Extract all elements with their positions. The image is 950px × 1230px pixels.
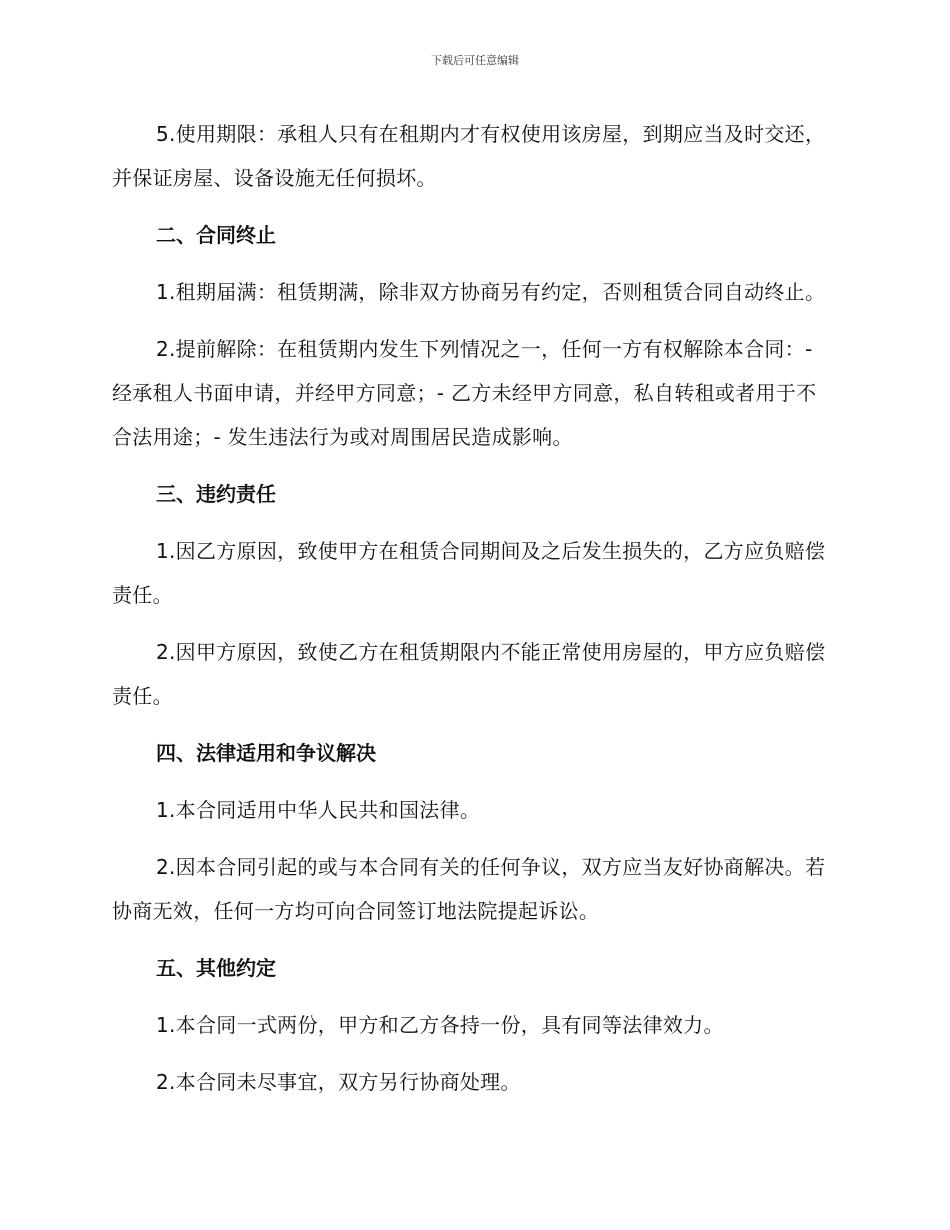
section-heading-liability: 三、违约责任 (156, 482, 276, 506)
paragraph-copies: 1.本合同一式两份，甲方和乙方各持一份，具有同等法律效力。 (156, 1013, 724, 1037)
paragraph-governing-law: 1.本合同适用中华人民共和国法律。 (156, 798, 481, 822)
paragraph-lease-expiry: 1.租期届满：租赁期满，除非双方协商另有约定，否则租赁合同自动终止。 (156, 280, 826, 304)
paragraph-dispute-resolution: 2.因本合同引起的或与本合同有关的任何争议，双方应当友好协商解决。若协商无效，任何一方均可向合同签订地法院提起诉讼。 (112, 855, 826, 923)
section-heading-other: 五、其他约定 (156, 956, 276, 980)
paragraph-early-termination: 2.提前解除：在租赁期内发生下列情况之一，任何一方有权解除本合同：- 经承租人书面申请，并经甲方同意；- 乙方未经甲方同意，私自转租或者用于不合法用途；- 发生违法行为或对周围居民造成影响。 (112, 337, 817, 449)
document-body (112, 112, 828, 1117)
paragraph-unaddressed-matters: 2.本合同未尽事宜，双方另行协商处理。 (156, 1070, 521, 1094)
paragraph-lessee-liability: 1.因乙方原因，致使甲方在租赁合同期间及之后发生损失的，乙方应负赔偿责任。 (112, 539, 826, 607)
paragraph-usage-period: 5.使用期限：承租人只有在租期内才有权使用该房屋，到期应当及时交还，并保证房屋、设备设施无任何损坏。 (112, 122, 826, 190)
page-header: 下载后可任意编辑 (431, 54, 519, 67)
section-heading-law-disputes: 四、法律适用和争议解决 (156, 741, 376, 765)
section-heading-termination: 二、合同终止 (156, 223, 276, 247)
paragraph-lessor-liability: 2.因甲方原因，致使乙方在租赁期限内不能正常使用房屋的，甲方应负赔偿责任。 (112, 640, 826, 708)
